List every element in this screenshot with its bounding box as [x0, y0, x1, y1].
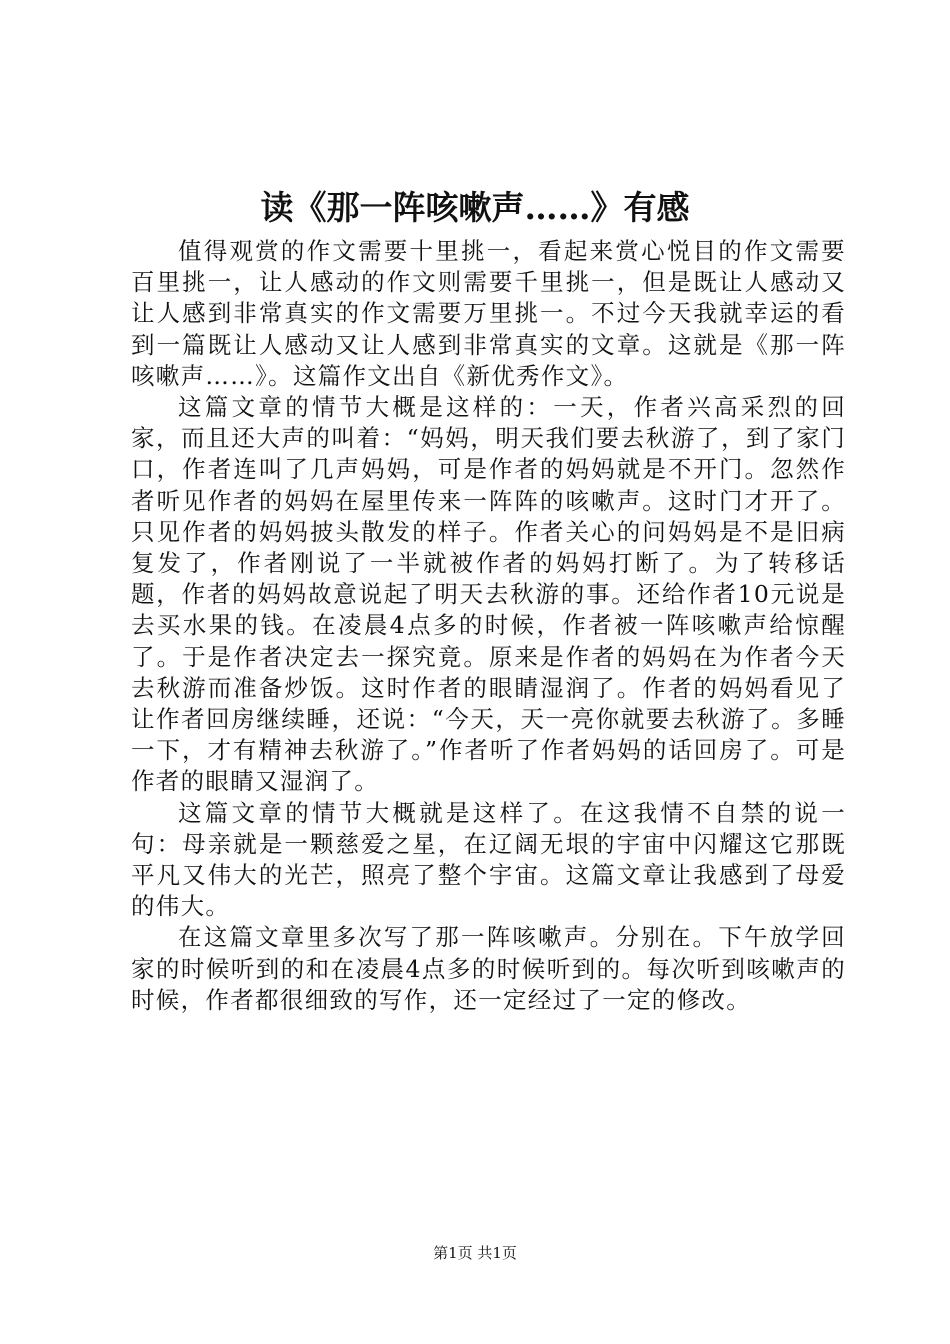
document-body	[131, 236, 846, 1016]
paragraph-2: 这篇文章的情节大概是这样的：一天，作者兴高采烈的回家，而且还大声的叫着：“妈妈，明天我们要去秋游了，到了家门口，作者连叫了几声妈妈，可是作者的妈妈就是不开门。忽然作者听见作者的妈妈在屋里传来一阵阵的咳嗽声。这时门才开了。只见作者的妈妈披头散发的样子。作者关心的问妈妈是不是旧病复发了，作者刚说了一半就被作者的妈妈打断了。为了转移话题，作者的妈妈故意说起了明天去秋游的事。还给作者10元说是去买水果的钱。在凌晨4点多的时候，作者被一阵咳嗽声给惊醒了。于是作者决定去一探究竟。原来是作者的妈妈在为作者今天去秋游而准备炒饭。这时作者的眼睛湿润了。作者的妈妈看见了让作者回房继续睡，还说：“今天，天一亮你就要去秋游了。多睡一下，才有精神去秋游了。”作者听了作者妈妈的话回房了。可是作者的眼睛又湿润了。	[131, 393, 846, 796]
paragraph-4: 在这篇文章里多次写了那一阵咳嗽声。分别在。下午放学回家的时候听到的和在凌晨4点多的时候听到的。每次听到咳嗽声的时候，作者都很细致的写作，还一定经过了一定的修改。	[131, 923, 846, 1014]
page-footer: 第1页 共1页	[433, 1244, 517, 1262]
document-title: 读《那一阵咳嗽声……》有感	[260, 188, 690, 227]
paragraph-1: 值得观赏的作文需要十里挑一，看起来赏心悦目的作文需要百里挑一，让人感动的作文则需要千里挑一，但是既让人感动又让人感到非常真实的作文需要万里挑一。不过今天我就幸运的看到一篇既让人感动又让人感到非常真实的文章。这就是《那一阵咳嗽声……》。这篇作文出自《新优秀作文》。	[131, 237, 846, 390]
paragraph-3: 这篇文章的情节大概就是这样了。在这我情不自禁的说一句：母亲就是一颗慈爱之星，在辽阔无垠的宇宙中闪耀这它那既平凡又伟大的光芒，照亮了整个宇宙。这篇文章让我感到了母爱的伟大。	[131, 798, 846, 921]
